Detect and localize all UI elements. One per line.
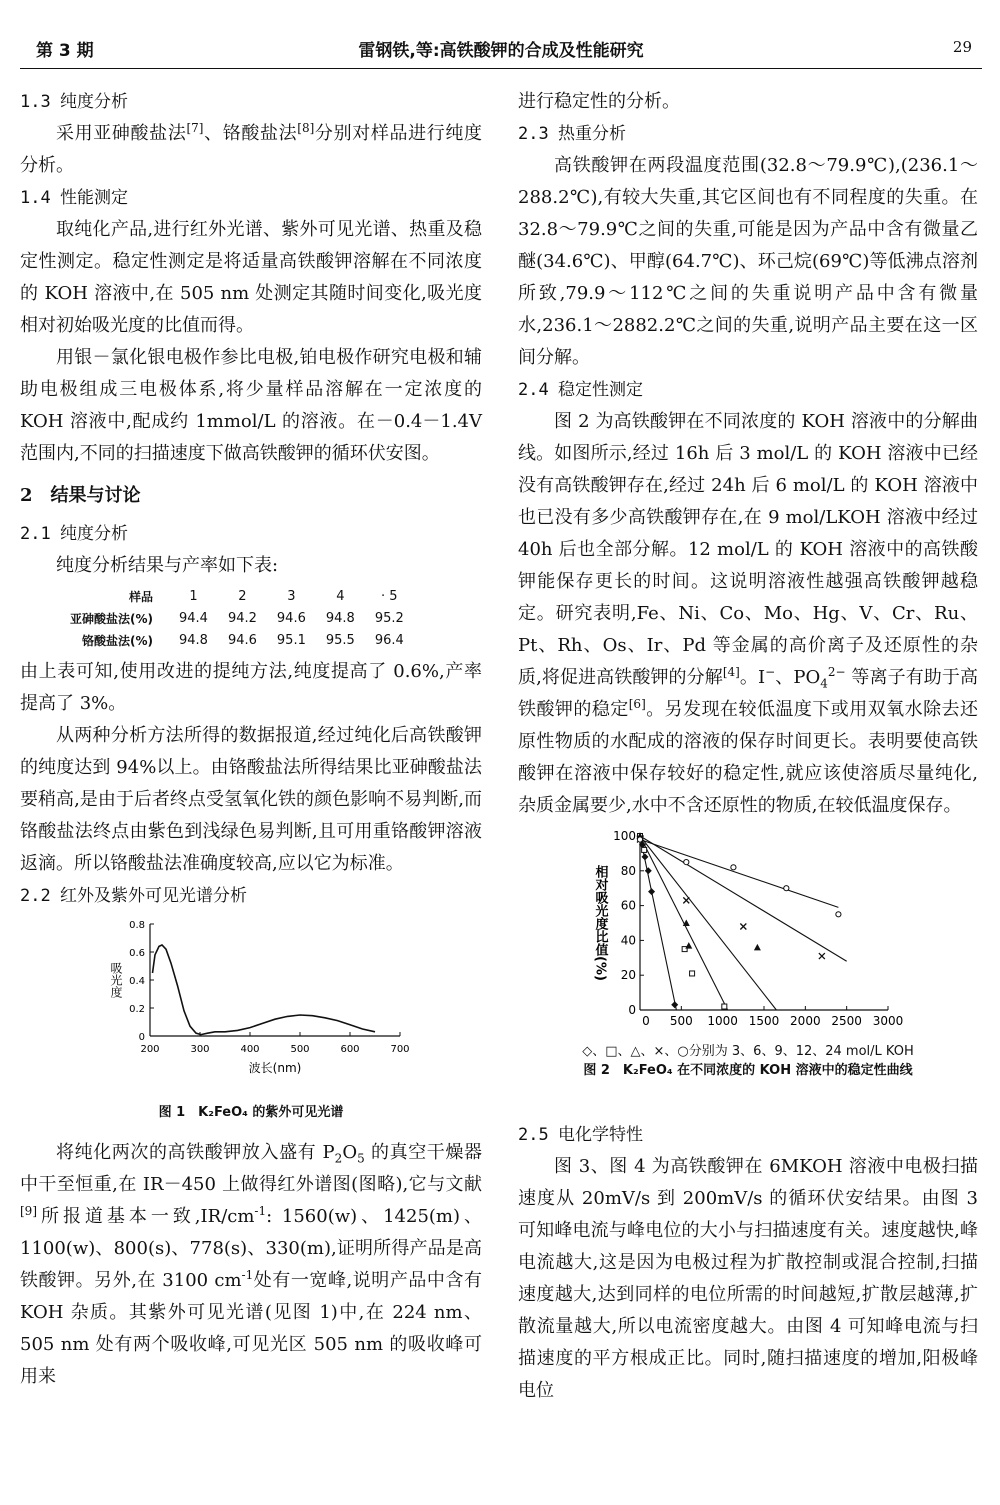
section-2-3-heading: 2.3 热重分析 (518, 124, 626, 144)
square-marker (690, 971, 695, 976)
figure-2 (518, 822, 978, 1081)
cross-marker (740, 923, 746, 929)
x-tick-label: 200 (140, 1044, 160, 1055)
diamond-marker (671, 1001, 678, 1008)
y-axis-label: 吸光度 (109, 962, 123, 998)
section-1-3-heading: 1.3 纯度分析 (20, 92, 128, 112)
x-tick-label: 1500 (748, 1014, 780, 1028)
x-tick-label: 600 (340, 1044, 360, 1055)
y-tick-label: 100 (613, 829, 636, 843)
uv-vis-spectrum-chart (20, 912, 482, 1092)
section-2-1-paragraph-2: 从两种分析方法所得的数据报道,经过纯化后高铁酸钾的纯度达到 94%以上。由铬酸盐法所得结果比亚砷酸盐法要稍高,是由于后者终点受氢氧化铁的颜色影响不易判断,而铬酸盐法终点由紫色到浅绿色易判断,且可用重铬酸钾溶液返滴。所以铬酸盐法准确度较高,应以它为标准。 (20, 725, 482, 874)
y-tick-label: 0.6 (129, 948, 145, 959)
diamond-marker (648, 888, 655, 895)
diamond-marker (645, 867, 652, 874)
table-intro: 纯度分析结果与产率如下表: (56, 555, 279, 576)
diamond-marker (641, 853, 648, 860)
figure-1 (20, 912, 482, 1123)
section-2-4-heading: 2.4 稳定性测定 (518, 380, 643, 400)
y-tick-label: 0.4 (129, 976, 145, 987)
section-2-heading: 2 结果与讨论 (20, 485, 141, 506)
circle-marker (784, 886, 789, 891)
x-tick-label: 500 (290, 1044, 310, 1055)
section-1-4-paragraph-2: 用银－氯化银电极作参比电极,铂电极作研究电极和辅助电极组成三电极体系,将少量样品溶解在一定浓度的 KOH 溶液中,配成约 1mmol/L 的溶液。在－0.4－1.4V 范围内,不同的扫描速度下做高铁酸钾的循环伏安图。 (20, 347, 482, 464)
cross-marker (819, 953, 825, 959)
section-2-1-heading: 2.1 纯度分析 (20, 524, 128, 544)
x-tick-label: 3000 (872, 1014, 904, 1028)
section-2-3-paragraph: 高铁酸钾在两段温度范围(32.8～79.9℃),(236.1～288.2℃),有较大失重,其它区间也有不同程度的失重。在 32.8～79.9℃之间的失重,可能是因为产品中含有微量乙醚(34.6℃)、甲醇(64.7℃)、环己烷(69℃)等低沸点溶剂所致,79.9～112℃之间的失重说明产品中含有微量水,236.1～2882.2℃之间的失重,说明产品主要在这一区间分解。 (518, 155, 978, 368)
purity-table (60, 586, 414, 652)
table-row: 亚砷酸盐法(%) 94.4 94.2 94.6 94.8 95.2 (70, 611, 404, 626)
circle-marker (637, 837, 642, 842)
triangle-marker (685, 942, 692, 949)
x-tick-label: 700 (390, 1044, 410, 1055)
y-tick-label: 40 (620, 933, 636, 948)
figure-2-caption: 图 2 K₂FeO₄ 在不同浓度的 KOH 溶液中的稳定性曲线 (583, 1063, 913, 1078)
cross-marker (683, 897, 689, 903)
x-tick-label: 500 (669, 1014, 693, 1028)
right-column (518, 86, 978, 1407)
figure-2-legend: ◇、□、△、×、○分别为 3、6、9、12、24 mol/L KOH (582, 1044, 914, 1059)
circle-marker (684, 860, 689, 865)
issue-number: 第 3 期 (36, 41, 94, 61)
square-marker (722, 1004, 727, 1009)
x-tick-label: 300 (190, 1044, 210, 1055)
x-tick-label: 400 (240, 1044, 260, 1055)
section-2-4-paragraph: 图 2 为高铁酸钾在不同浓度的 KOH 溶液中的分解曲线。如图所示,经过 16h 后 3 mol/L 的 KOH 溶液中已经没有高铁酸钾存在,经过 24h 后 6 mol/L 的 KOH 溶液中也已没有多少高铁酸钾存在,在 9 mol/LKOH 溶液中经过 40h 后也全部分解。12 mol/L 的 KOH 溶液中的高铁酸钾能保存更长的时间。这说明溶液性越强高铁酸钾越稳定。研究表明,Fe、Ni、Co、Mo、Hg、V、Cr、Ru、Pt、Rh、Os、Ir、Pd 等金属的高价离子及还原性的杂质,将促进高铁酸钾的分解[4]。I−、$PO_4^{2-}$ 等离子有助于高铁酸钾的稳定[6]。另发现在较低温度下或用双氧水除去还原性物质的水配成的溶液的保存时间更长。表明要使高铁酸钾在溶液中保存较好的稳定性,就应该使溶质尽量纯化,杂质金属要少,水中不含还原性的物质,在较低温度保存。 (518, 411, 978, 816)
y-tick-label: 0 (138, 1032, 145, 1043)
fit-line-series-1 (640, 836, 676, 1010)
section-1-3-paragraph: 采用亚砷酸盐法[7]、铬酸盐法[8]分别对样品进行纯度分析。 (20, 121, 483, 176)
x-tick-label: 2000 (790, 1014, 821, 1028)
y-tick-label: 60 (620, 898, 636, 913)
circle-marker (731, 865, 736, 870)
x-tick-label: 1000 (707, 1014, 738, 1028)
section-2-1-paragraph-1: 由上表可知,使用改进的提纯方法,纯度提高了 0.6%,产率提高了 3%。 (20, 661, 482, 714)
section-1-4-heading: 1.4 性能测定 (20, 188, 128, 208)
stability-chart (518, 822, 978, 1032)
y-tick-label: 0 (628, 1003, 636, 1017)
table-header-row: 样品 1 2 3 4 · 5 (128, 589, 398, 604)
section-2-2-heading: 2.2 红外及紫外可见光谱分析 (20, 886, 247, 906)
section-2-5-paragraph: 图 3、图 4 为高铁酸钾在 6MKOH 溶液中电极扫描速度从 20mV/s 到 200mV/s 的循环伏安结果。由图 3 可知峰电流与峰电位的大小与扫描速度有关。速度越快,峰电流越大,这是因为电极过程为扩散控制或混合控制,扫描速度越大,达到同样的电位所需的时间越短,扩散层越薄,扩散流量越大,所以电流密度越大。由图 4 可知峰电流与扫描速度的平方根成正比。同时,随扫描速度的增加,阳极峰电位 (518, 1156, 978, 1401)
y-tick-label: 0.2 (129, 1004, 145, 1015)
continued-text: 进行稳定性的分析。 (518, 91, 680, 112)
x-axis-label: 波长(nm) (248, 1061, 302, 1075)
spectrum-line (153, 945, 376, 1035)
running-title: 雷钢铁,等:高铁酸钾的合成及性能研究 (358, 41, 644, 61)
x-tick-label: 0 (642, 1014, 650, 1028)
fit-line-series-3 (640, 836, 776, 1010)
y-tick-label: 0.8 (129, 920, 145, 931)
section-1-4-paragraph-1: 取纯化产品,进行红外光谱、紫外可见光谱、热重及稳定性测定。稳定性测定是将适量高铁酸钾溶解在不同浓度的 KOH 溶液中,在 505 nm 处测定其随时间变化,吸光度相对初始吸光度的比值而得。 (20, 219, 482, 336)
y-tick-label: 20 (620, 968, 636, 983)
x-tick-label: 2500 (831, 1014, 862, 1028)
left-column (20, 86, 482, 1393)
circle-marker (836, 912, 841, 917)
triangle-marker (754, 944, 761, 951)
y-axis-label: 相对吸光度比值(%) (592, 865, 608, 981)
section-2-5-heading: 2.5 电化学特性 (518, 1125, 643, 1145)
table-row: 铬酸盐法(%) 94.8 94.6 95.1 95.5 96.4 (82, 633, 404, 648)
figure-1-caption: 图 1 K₂FeO₄ 的紫外可见光谱 (158, 1105, 344, 1120)
y-tick-label: 80 (620, 863, 636, 878)
square-marker (642, 847, 647, 852)
page-number: 29 (952, 38, 972, 56)
page-header (20, 24, 982, 69)
section-2-2-paragraph: 将纯化两次的高铁酸钾放入盛有 $P_2O_5$ 的真空干燥器中干至恒重,在 IR－450 上做得红外谱图(图略),它与文献[9]所报道基本一致$,IR/cm^{-1}$: 1560(w)、1425(m)、1100(w)、800(s)、778(s)、330(m),证明所得产品是高铁酸钾。另外,在 3100 $cm^{-1}$处有一宽峰,说明产品中含有 KOH 杂质。其紫外可见光谱(见图 1)中,在 224 nm、505 nm 处有两个吸收峰,可见光区 505 nm 的吸收峰可用来 (20, 1142, 482, 1387)
